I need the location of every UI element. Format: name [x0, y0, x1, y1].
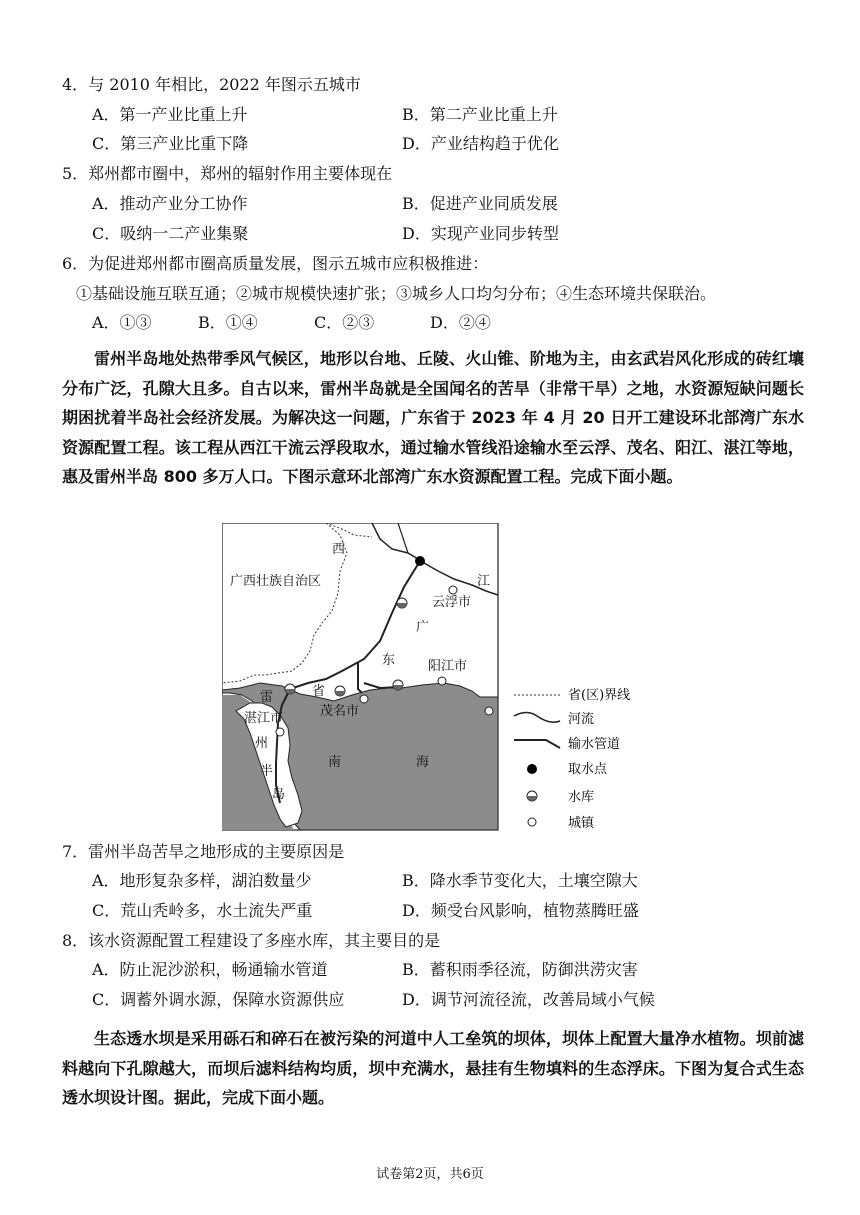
- legend-pipeline: 输水管道: [568, 737, 621, 752]
- q4-option-a[interactable]: A．第一产业比重上升: [92, 105, 248, 124]
- town-yunfu: [449, 586, 457, 594]
- q5-option-c[interactable]: C．吸纳一二产业集聚: [92, 224, 249, 243]
- legend-intake: 取水点: [568, 762, 608, 777]
- q7-option-a[interactable]: A．地形复杂多样，湖泊数量少: [92, 871, 312, 890]
- reservoir-lei: [285, 684, 295, 694]
- label-zhanjiang: 湛江市: [244, 711, 284, 726]
- label-dao: 岛: [272, 787, 286, 802]
- legend-town-symbol: [528, 818, 536, 826]
- q4-stem: 4．与 2010 年相比，2022 年图示五城市: [62, 75, 361, 94]
- legend-reservoir: 水库: [568, 790, 595, 805]
- q5-option-a[interactable]: A．推动产业分工协作: [92, 194, 248, 213]
- town-maoming: [360, 695, 368, 703]
- legend-river-symbol: [514, 713, 560, 723]
- q7-option-d[interactable]: D．频受台风影响，植物蒸腾旺盛: [402, 901, 639, 920]
- passage-dam: 生态透水坝是采用砾石和碎石在被污染的河道中人工垒筑的坝体，坝体上配置大量净水植物。坝前滤料越向下孔隙越大，而坝后滤料结构均质，坝中充满水，悬挂有生物填料的生态浮床。下图为复合式生态透水坝设计图。据此，完成下面小题。: [62, 1029, 804, 1108]
- legend-river: 河流: [568, 712, 595, 727]
- label-guangxi: 广西壮族自治区: [230, 574, 322, 589]
- label-nan: 南: [328, 755, 342, 770]
- q6-option-a[interactable]: A．①③: [92, 313, 152, 332]
- reservoir-yangjiang: [393, 680, 403, 690]
- town-zhanjiang: [276, 728, 284, 736]
- page-footer: 试卷第2页，共6页: [376, 1167, 484, 1182]
- q6-option-c[interactable]: C．②③: [314, 313, 375, 332]
- q6-option-b[interactable]: B．①④: [198, 313, 258, 332]
- q5-option-d[interactable]: D．实现产业同步转型: [402, 224, 559, 243]
- label-dong: 东: [382, 653, 396, 668]
- q8-option-d[interactable]: D．调节河流径流，改善局域小气候: [402, 990, 655, 1009]
- label-yunfu: 云浮市: [432, 595, 472, 610]
- q4-option-d[interactable]: D．产业结构趋于优化: [402, 134, 559, 153]
- q8-option-b[interactable]: B．蓄积雨季径流，防御洪涝灾害: [402, 960, 638, 979]
- q4-option-b[interactable]: B．第二产业比重上升: [402, 105, 558, 124]
- label-jiang: 江: [477, 574, 491, 589]
- intake-point: [415, 556, 425, 566]
- label-sheng: 省: [312, 684, 326, 699]
- q5-stem: 5．郑州都市圈中，郑州的辐射作用主要体现在: [62, 164, 393, 183]
- q8-stem: 8．该水资源配置工程建设了多座水库，其主要目的是: [62, 931, 441, 950]
- reservoir-maoming: [335, 686, 345, 696]
- water-project-map: [222, 523, 804, 835]
- label-maoming: 茂名市: [320, 704, 360, 719]
- q6-option-d[interactable]: D．②④: [430, 313, 491, 332]
- label-yangjiang: 阳江市: [428, 659, 468, 674]
- town-east: [485, 707, 493, 715]
- legend-boundary: 省(区)界线: [568, 688, 631, 703]
- q7-option-c[interactable]: C．荒山秃岭多，水土流失严重: [92, 901, 313, 920]
- legend-town: 城镇: [568, 816, 595, 831]
- legend-pipeline-symbol: [514, 740, 560, 748]
- legend-reservoir-symbol: [527, 791, 537, 801]
- q7-option-b[interactable]: B．降水季节变化大，土壤空隙大: [402, 871, 638, 890]
- q7-stem: 7．雷州半岛苦旱之地形成的主要原因是: [62, 842, 345, 861]
- label-xi: 西: [332, 542, 346, 557]
- legend-intake-symbol: [527, 764, 537, 774]
- reservoir-yunfu: [397, 598, 407, 608]
- label-guang: 广: [416, 620, 430, 635]
- label-hai: 海: [416, 755, 430, 770]
- label-zhou: 州: [255, 736, 269, 751]
- q4-option-c[interactable]: C．第三产业比重下降: [92, 134, 249, 153]
- passage-leizhou: 雷州半岛地处热带季风气候区，地形以台地、丘陵、火山锥、阶地为主，由玄武岩风化形成的砖红壤分布广泛，孔隙大且多。自古以来，雷州半岛就是全国闻名的苦旱（非常干旱）之地，水资源短缺问题长期困扰着半岛社会经济发展。为解决这一问题，广东省于 2023 年 4 月 20 日开工建设环北部湾广东水资源配置工程。该工程从西江干流云浮段取水，通过输水管线沿途输水至云浮、茂名、阳江、湛江等地，惠及雷州半岛 800 多万人口。下图示意环北部湾广东水资源配置工程。完成下面小题。: [62, 349, 804, 487]
- q6-stem: 6．为促进郑州都市圈高质量发展，图示五城市应积极推进：: [62, 254, 489, 273]
- q5-option-b[interactable]: B．促进产业同质发展: [402, 194, 558, 213]
- label-lei: 雷: [260, 690, 274, 705]
- q8-option-a[interactable]: A．防止泥沙淤积，畅通输水管道: [92, 960, 328, 979]
- q8-option-c[interactable]: C．调蓄外调水源，保障水资源供应: [92, 990, 345, 1009]
- town-yangjiang: [438, 677, 446, 685]
- map-legend: [514, 687, 630, 831]
- label-ban: 半: [260, 764, 274, 779]
- q6-items: ①基础设施互联互通；②城市规模快速扩张；③城乡人口均匀分布；④生态环境共保联治。: [76, 284, 717, 303]
